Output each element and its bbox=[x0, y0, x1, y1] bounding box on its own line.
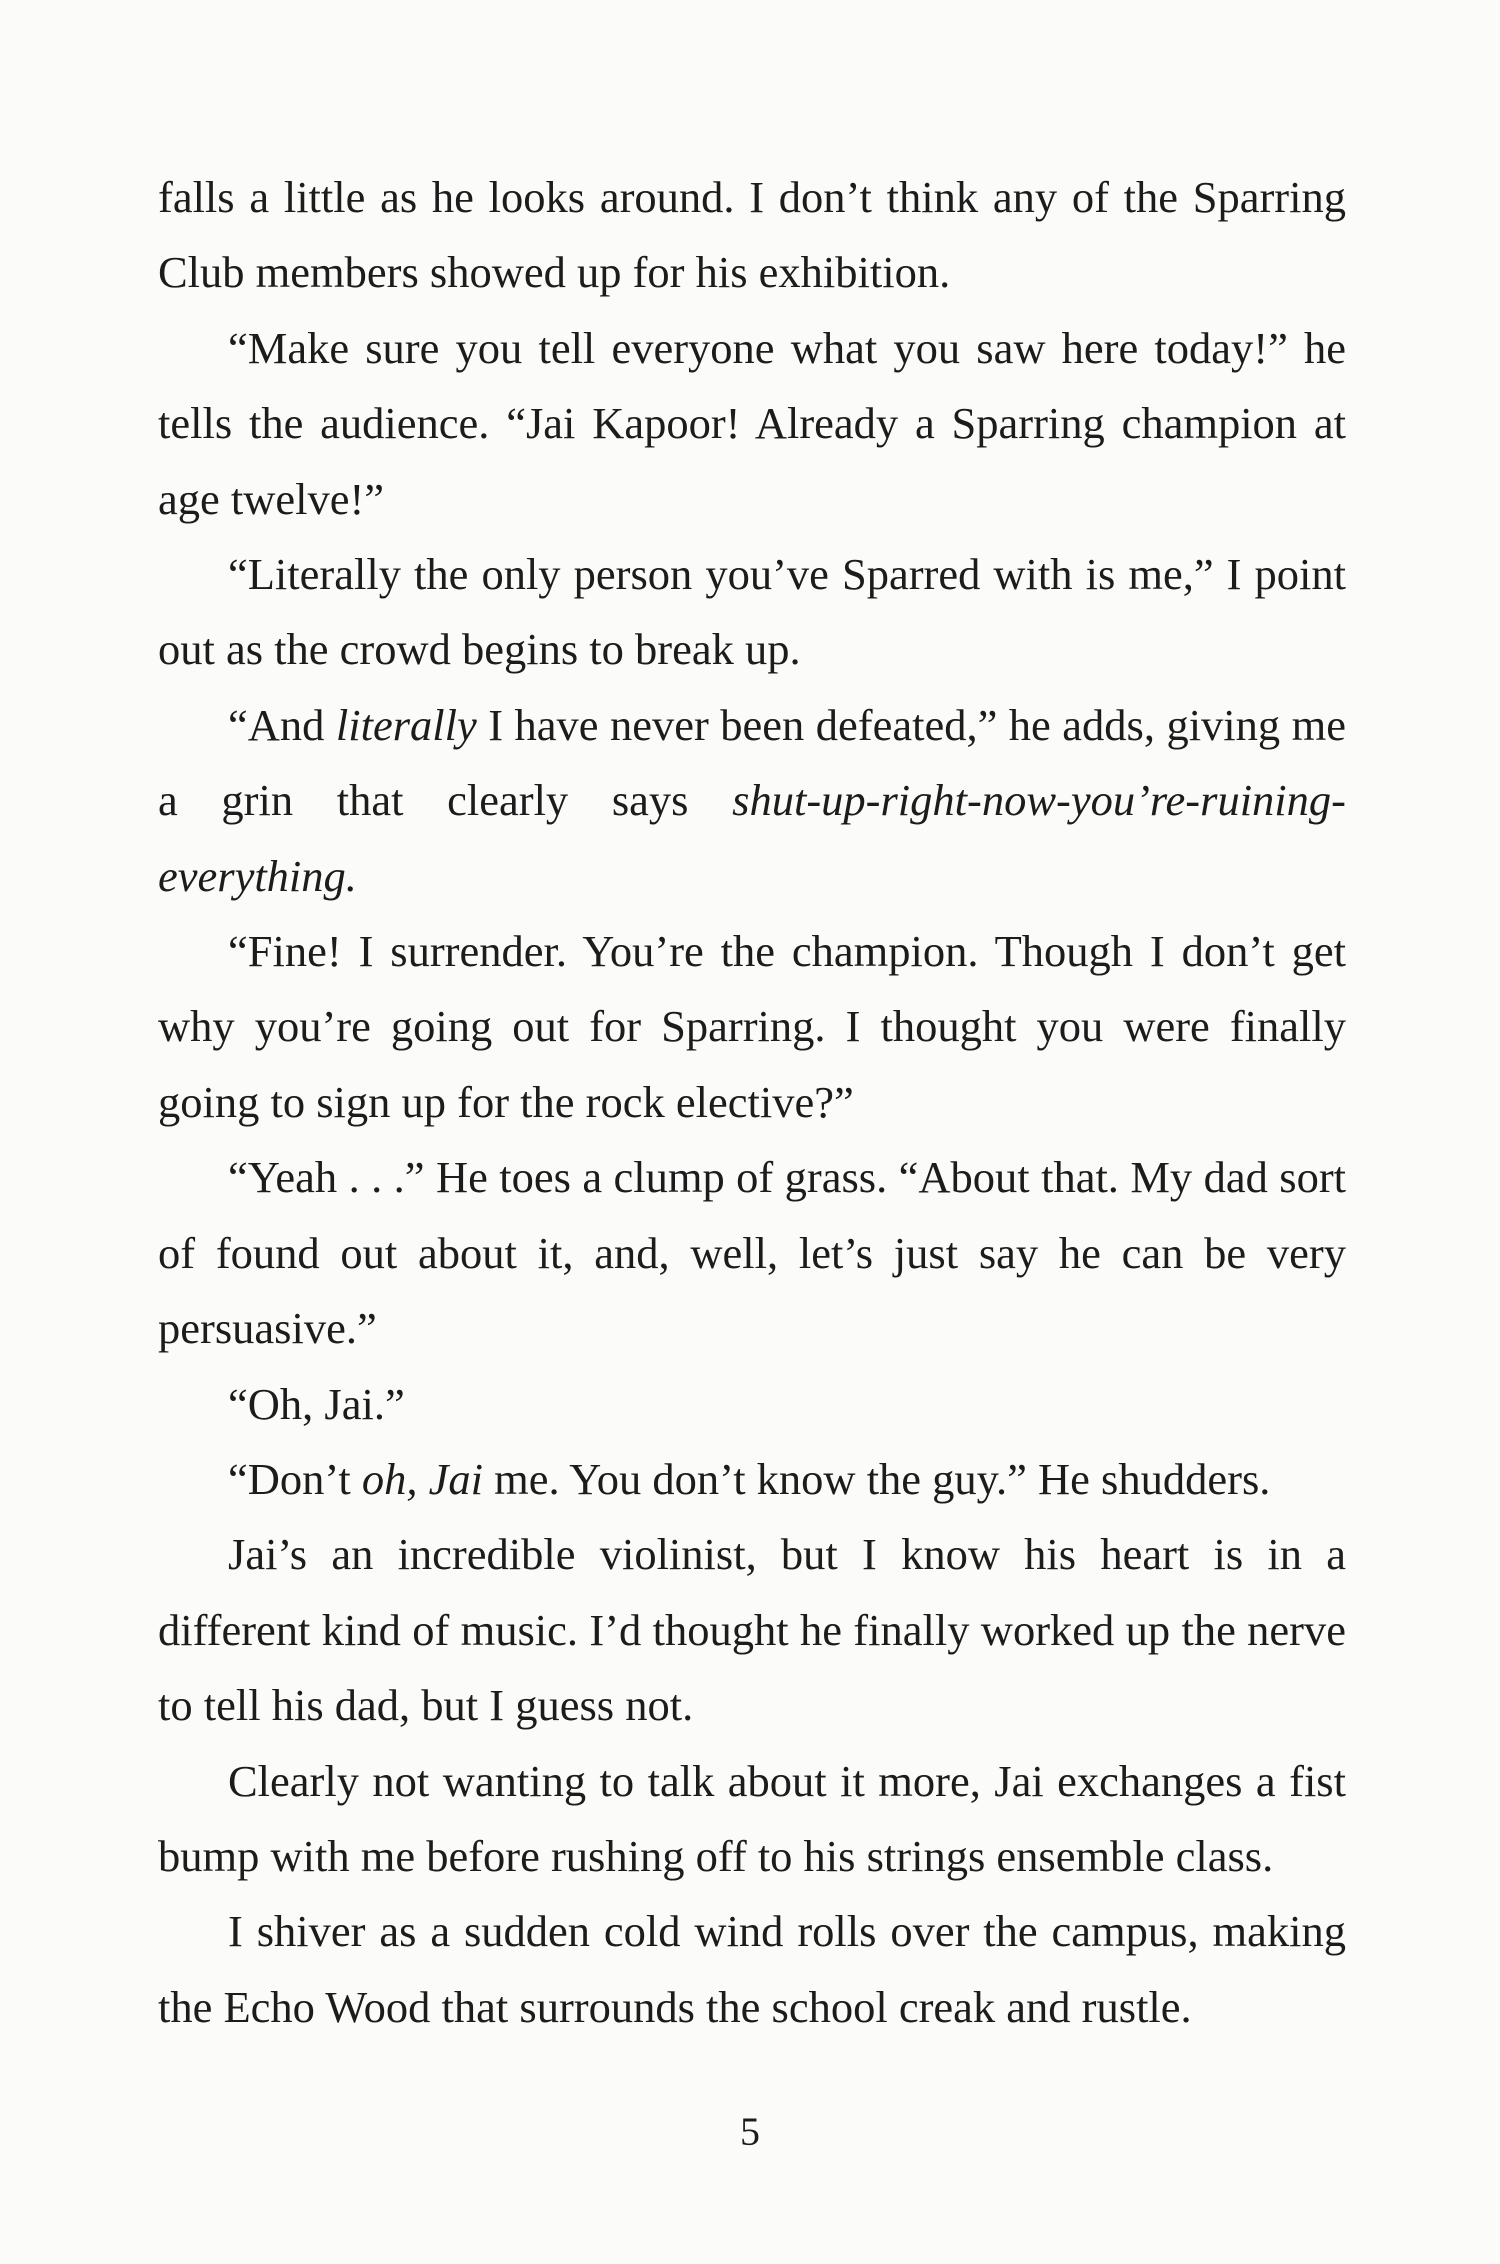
text-run: I shiver as a sudden cold wind rolls over the campus, making the Echo Wood that surrounds the school creak and rustle. bbox=[158, 1906, 1346, 2032]
italic-text: shut-up-right-now-you’re-ruining-everything. bbox=[158, 775, 1346, 901]
italic-text: oh, Jai bbox=[361, 1453, 484, 1504]
paragraph bbox=[158, 1367, 1346, 1442]
text-run: me. You don’t know the guy.” He shudders. bbox=[483, 1453, 1271, 1504]
paragraph bbox=[158, 688, 1346, 914]
paragraph bbox=[158, 537, 1346, 688]
italic-text: literally bbox=[335, 699, 477, 750]
text-run: Clearly not wanting to talk about it more, Jai exchanges a fist bump with me before rushing off to his strings ensemble class. bbox=[158, 1755, 1346, 1881]
paragraph bbox=[158, 1140, 1346, 1366]
paragraph bbox=[158, 160, 1346, 311]
page-number: 5 bbox=[740, 2109, 760, 2154]
text-run: “Oh, Jai.” bbox=[228, 1378, 405, 1429]
text-run: “And bbox=[228, 699, 336, 750]
body-text bbox=[158, 160, 1346, 2045]
paragraph bbox=[158, 1442, 1346, 1517]
paragraph bbox=[158, 1517, 1346, 1743]
paragraph bbox=[158, 1744, 1346, 1895]
text-run: “Don’t bbox=[228, 1453, 362, 1504]
text-run: falls a little as he looks around. I don’t think any of the Sparring Club members showed up for his exhibition. bbox=[158, 172, 1346, 298]
text-run: “Yeah . . .” He toes a clump of grass. “About that. My dad sort of found out about it, and, well, let’s just say he can be very persuasive.” bbox=[158, 1152, 1346, 1354]
text-run: I have never been defeated,” he adds, giving me a grin that clearly says bbox=[158, 699, 1347, 826]
paragraph bbox=[158, 311, 1346, 537]
text-run: “Make sure you tell everyone what you saw here today!” he tells the audience. “Jai Kapoor! Already a Sparring champion at age twelve!” bbox=[158, 322, 1346, 524]
paragraph bbox=[158, 1894, 1346, 2045]
text-run: “Literally the only person you’ve Sparred with is me,” I point out as the crowd begins to break up. bbox=[158, 549, 1346, 675]
text-run: “Fine! I surrender. You’re the champion. Though I don’t get why you’re going out for Sparring. I thought you were finally going to sign up for the rock elective?” bbox=[158, 926, 1346, 1127]
text-run: Jai’s an incredible violinist, but I know his heart is in a different kind of music. I’d thought he finally worked up the nerve to tell his dad, but I guess not. bbox=[158, 1529, 1346, 1731]
paragraph bbox=[158, 914, 1346, 1140]
